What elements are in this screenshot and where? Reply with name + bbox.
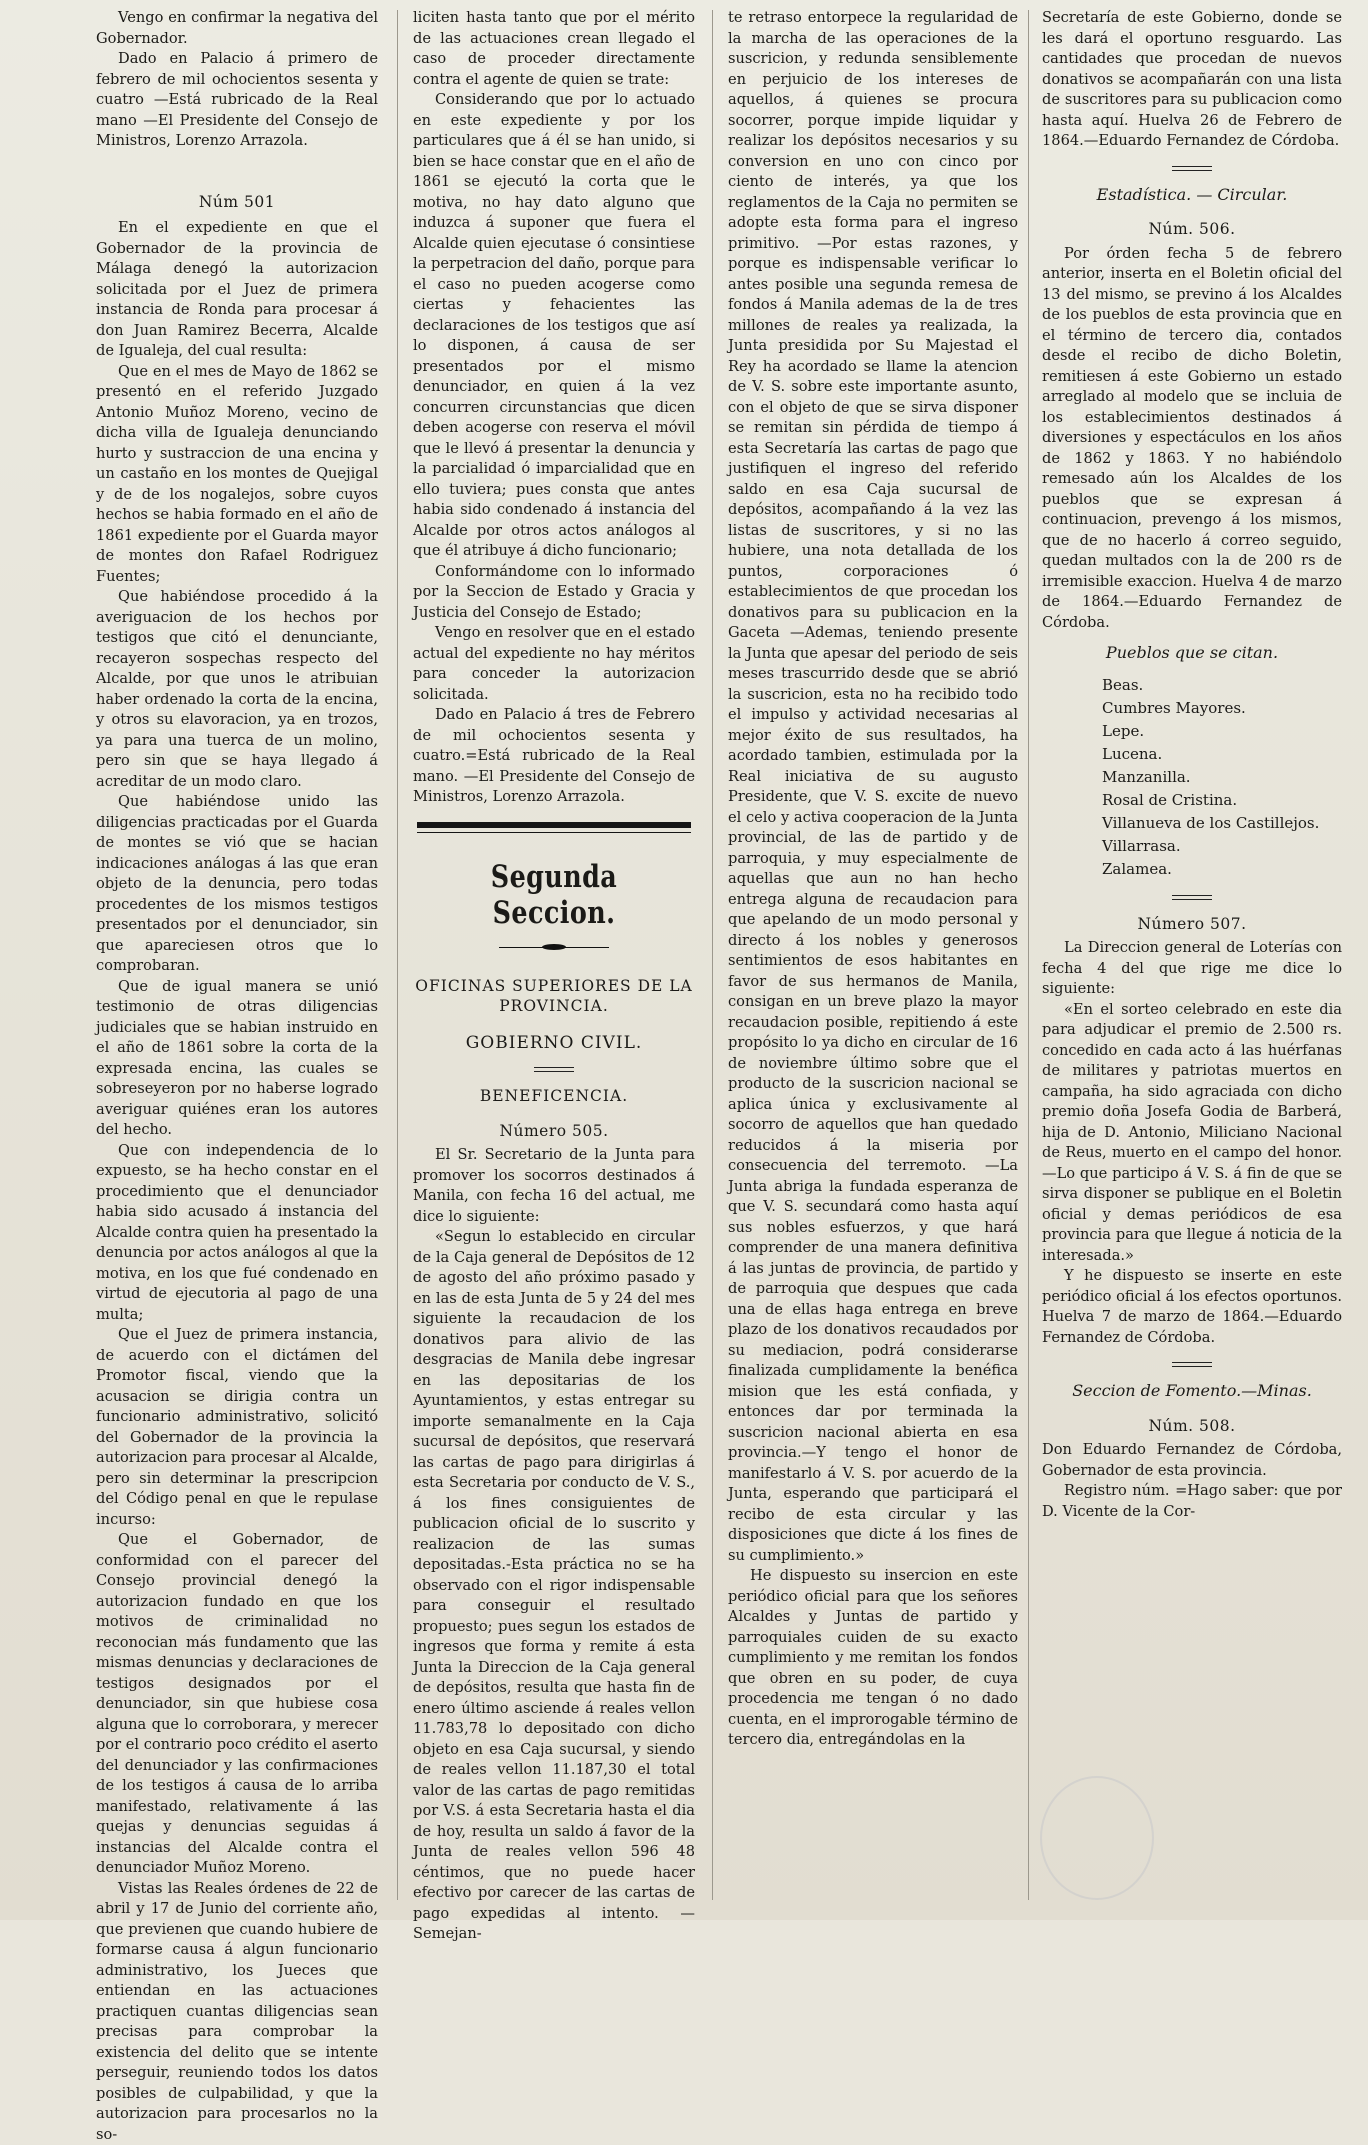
ornament-divider [499,947,609,952]
column-4 [1042,8,1342,1900]
places-list [1042,674,1342,881]
text-paragraph: Don Eduardo Fernandez de Córdoba, Gobernador de esta provincia. [1042,1440,1342,1481]
text-paragraph: liciten hasta tanto que por el mérito de las actuaciones crean llegado el caso de proceder directamente contra el agente de quien se trate: [413,8,695,90]
text-paragraph: Por órden fecha 5 de febrero anterior, inserta en el Boletin oficial del 13 del mismo, se previno á los Alcaldes de los pueblos de esta provincia que en el término de tercero dia, contados desde el recibo de dicho Boletin, remitiesen á este Gobierno un estado arreglado al modelo que se incluia de los establecimientos destinados á diversiones y espectáculos en los años de 1862 y 1863. Y no habiéndolo remesado aún los Alcaldes de los pueblos que se expresan á continuacion, prevengo á los mismos, que de no hacerlo á correo seguido, quedan multados con la de 200 rs de irremisible exaccion. Huelva 4 de marzo de 1864.—Eduardo Fernandez de Córdoba. [1042,244,1342,634]
list-item: Villanueva de los Castillejos. [1102,812,1342,835]
text-paragraph: Secretaría de este Gobierno, donde se les dará el oportuno resguardo. Las cantidades que procedan de nuevos donativos se acompañarán con una lista de suscritores para su publicacion como hasta aquí. Huelva 26 de Febrero de 1864.—Eduardo Fernandez de Córdoba. [1042,8,1342,152]
text-paragraph: Que de igual manera se unió testimonio de otras diligencias judiciales que se habian instruido en el año de 1861 sobre la corta de la expresada encina, las cuales se sobreseyeron por no haberse logrado averiguar quiénes eran los autores del hecho. [96,977,378,1141]
heading-gobierno: GOBIERNO CIVIL. [413,1033,695,1054]
text-paragraph: Registro núm. =Hago saber: que por D. Vicente de la Cor- [1042,1481,1342,1522]
list-item: Villarrasa. [1102,835,1342,858]
decree-number: Número 507. [1042,914,1342,935]
decree-number: Núm. 508. [1042,1416,1342,1437]
text-paragraph: La Direccion general de Loterías con fecha 4 del que rige me dice lo siguiente: [1042,938,1342,1000]
decree-number: Núm 501 [96,192,378,213]
text-paragraph: Que en el mes de Mayo de 1862 se presentó en el referido Juzgado Antonio Muñoz Moreno, vecino de dicha villa de Igualeja denunciando hurto y sustraccion de una encina y un castaño en los montes de Quejigal y de de los nogalejos, sobre cuyos hechos se habia formado en el año de 1861 expediente por el Guarda mayor de montes don Rafael Rodriguez Fuentes; [96,362,378,588]
section-title: Segunda Seccion. [438,859,669,931]
short-divider [1172,166,1212,171]
heading-pueblos: Pueblos que se citan. [1042,643,1342,664]
text-paragraph: Que habiéndose unido las diligencias practicadas por el Guarda de montes se vió que se hacian indicaciones análogas á las que eran objeto de la denuncia, pero todas procedentes de los mismos testigos presentados por el denunciador, sin que apareciesen otros que lo comprobaran. [96,792,378,977]
text-paragraph: He dispuesto su insercion en este periódico oficial para que los señores Alcaldes y Juntas de partido y parroquiales cuiden de su exacto cumplimiento y me remitan los fondos que obren en su poder, de cuya procedencia me tengan ó no dado cuenta, en el improrogable término de tercero dia, entregándolas en la [728,1566,1018,1751]
text-paragraph: Conformándome con lo informado por la Seccion de Estado y Gracia y Justicia del Consejo de Estado; [413,562,695,624]
text-paragraph: Vengo en confirmar la negativa del Gobernador. [96,8,378,49]
column-divider [397,10,398,1900]
text-paragraph: Y he dispuesto se inserte en este periódico oficial á los efectos oportunos. Huelva 7 de marzo de 1864.—Eduardo Fernandez de Córdoba. [1042,1266,1342,1348]
text-paragraph: Que con independencia de lo expuesto, se ha hecho constar en el procedimiento que el denunciador habia sido acusado á instancia del Alcalde contra quien ha presentado la denuncia por actos análogos al que la motiva, en los que fué condenado en virtud de ejecutoria al pago de una multa; [96,1141,378,1326]
text-paragraph: te retraso entorpece la regularidad de la marcha de las operaciones de la suscricion, y redunda sensiblemente en perjuicio de los intereses de aquellos, á quienes se procura socorrer, porque impide liquidar y realizar los depósitos necesarios y su conversion en uno con cinco por ciento de interés, ya que los reglamentos de la Caja no permiten se adopte esta forma para el ingreso primitivo. —Por estas razones, y porque es indispensable verificar lo antes posible una segunda remesa de fondos á Manila ademas de la de tres millones de reales ya realizada, la Junta presidida por Su Majestad el Rey ha acordado se llame la atencion de V. S. sobre este importante asunto, con el objeto de que se sirva disponer se remitan sin pérdida de tiempo á esta Secretaría las cartas de pago que justifiquen el ingreso del referido saldo en esa Caja sucursal de depósitos, acompañando á la vez las listas de suscritores, y si no las hubiere, una nota detallada de los puntos, corporaciones ó establecimientos de que procedan los donativos para su publicacion en la Gaceta —Ademas, teniendo presente la Junta que apesar del periodo de seis meses trascurrido desde que se abrió la suscricion, esta no ha recibido todo el impulso y actividad necesarias al mejor éxito de sus resultados, ha acordado tambien, estimulada por la Real iniciativa de su augusto Presidente, que V. S. excite de nuevo el celo y activa cooperacion de la Junta provincial, de las de partido y de parroquia, y muy especialmente de aquellas que aun no han hecho entrega alguna de recaudacion para que apelando de un modo personal y directo á los nobles y generosos sentimientos de esos habitantes en favor de sus hermanos de Manila, consigan en un breve plazo la mayor recaudacion posible, repitiendo á este propósito lo ya dicho en circular de 16 de noviembre último sobre que el producto de la suscricion nacional se aplica única y exclusivamente al socorro de aquellos que han quedado reducidos á la miseria por consecuencia del terremoto. —La Junta abriga la fundada esperanza de que V. S. secundará como hasta aquí sus nobles esfuerzos, y que hará comprender de una manera definitiva á las juntas de provincia, de partido y de parroquia que despues que cada una de ellas haga entrega en breve plazo de los donativos recaudados por su mediacion, podrá considerarse finalizada cumplidamente la benéfica mision que les está confiada, y entonces dar por terminada la suscricion nacional abierta en esa provincia.—Y tengo el honor de manifestarlo á V. S. por acuerdo de la Junta, esperando que participará el recibo de esta circular y las disposiciones que dicte á los fines de su cumplimiento.» [728,8,1018,1566]
text-paragraph: En el expediente en que el Gobernador de la provincia de Málaga denegó la autorizacion solicitada por el Juez de primera instancia de Ronda para procesar á don Juan Ramirez Becerra, Alcalde de Igualeja, del cual resulta: [96,218,378,362]
column-divider [712,10,713,1900]
text-paragraph: Que habiéndose procedido á la averiguacion de los hechos por testigos que citó el denunciante, recayeron sospechas respecto del Alcalde, por que unos le atribuian haber ordenado la corta de la encina, y otros su elavoracion, ya en trozos, ya para una tuerca de un molino, pero sin que se haya llegado á acreditar de un modo claro. [96,587,378,792]
section-rule-thin [417,832,691,833]
list-item: Lepe. [1102,720,1342,743]
text-paragraph: Considerando que por lo actuado en este expediente y por los particulares que á él se han unido, si bien se hace constar que en el año de 1861 se ejecutó la corta que le motiva, no hay dato alguno que induzca á suponer que fuera el Alcalde quien ejecutase ó consintiese la perpetracion del daño, porque para el caso no pueden acogerse como ciertas y fehacientes las declaraciones de los testigos que así lo disponen, á causa de ser presentados por el mismo denunciador, en quien á la vez concurren circunstancias que dicen deben acogerse con reserva el móvil que le llevó á presentar la denuncia y la parcialidad ó imparcialidad que en ello tuviera; pues consta que antes habia sido condenado á instancia del Alcalde por otros actos análogos al que él atribuye á dicho funcionario; [413,90,695,562]
text-paragraph: «Segun lo establecido en circular de la Caja general de Depósitos de 12 de agosto del año próximo pasado y en las de esta Junta de 5 y 24 del mes siguiente la recaudacion de los donativos para alivio de las desgracias de Manila debe ingresar en las depositarias de los Ayuntamientos, y estas entregar su importe semanalmente en la Caja sucursal de depósitos, que reservará las cartas de pago para dirigirlas á esta Secretaria por conducto de V. S., á los fines consiguientes de publicacion oficial de lo suscrito y realizacion de las sumas depositadas.-Esta práctica no se ha observado con el rigor indispensable para conseguir el resultado propuesto; pues segun los estados de ingresos que forma y remite á esta Junta la Direccion de la Caja general de depósitos, resulta que hasta fin de enero último asciende á reales vellon 11.783,78 lo depositado con dicho objeto en esa Caja sucursal, y siendo de reales vellon 11.187,30 el total valor de las cartas de pago remitidas por V.S. á esta Secretaria hasta el dia de hoy, resulta un saldo á favor de la Junta de reales vellon 596 48 céntimos, que no puede hacer efectivo por carecer de las cartas de pago expedidas al intento. —Semejan- [413,1227,695,1945]
text-paragraph: Vistas las Reales órdenes de 22 de abril y 17 de Junio del corriente año, que previenen que cuando hubiere de formarse causa á algun funcionario administrativo, los Jueces que entiendan en las actuaciones practiquen cuantas diligencias sean precisas para comprobar la existencia del delito que se intente perseguir, reuniendo todos los datos posibles de culpabilidad, y que la autorizacion para procesarlos no la so- [96,1879,378,2145]
short-divider [1172,1362,1212,1367]
text-paragraph: Dado en Palacio á tres de Febrero de mil ochocientos sesenta y cuatro.=Está rubricado de la Real mano. —El Presidente del Consejo de Ministros, Lorenzo Arrazola. [413,705,695,808]
heading-fomento: Seccion de Fomento.—Minas. [1042,1381,1342,1402]
list-item: Rosal de Cristina. [1102,789,1342,812]
text-paragraph: Que el Gobernador, de conformidad con el parecer del Consejo provincial denegó la autorizacion fundado en que los motivos de criminalidad no reconocian más fundamento que las mismas denuncias y declaraciones de testigos designados por el denunciador, sin que hubiese cosa alguna que lo corroborara, y merecer por el contrario poco crédito el aserto del denunciador y las confirmaciones de los testigos á causa de lo arriba manifestado, relativamente á las quejas y denuncias seguidas á instancias del Alcalde contra el denunciador Muñoz Moreno. [96,1530,378,1879]
text-paragraph: El Sr. Secretario de la Junta para promover los socorros destinados á Manila, con fecha 16 del actual, me dice lo siguiente: [413,1145,695,1227]
heading-estadistica: Estadística. — Circular. [1042,185,1342,206]
list-item: Zalamea. [1102,858,1342,881]
decree-number: Número 505. [413,1121,695,1142]
heading-beneficencia: BENEFICENCIA. [413,1086,695,1107]
column-divider [1028,10,1029,1900]
column-2 [413,8,695,1900]
text-paragraph: Que el Juez de primera instancia, de acuerdo con el dictámen del Promotor fiscal, viendo que la acusacion se dirigia contra un funcionario administrativo, solicitó del Gobernador de la provincia la autorizacion para procesar al Alcalde, pero sin determinar la prescripcion del Código penal en que le repulase incurso: [96,1325,378,1530]
section-rule-thick [417,822,691,828]
list-item: Manzanilla. [1102,766,1342,789]
text-paragraph: «En el sorteo celebrado en este dia para adjudicar el premio de 2.500 rs. concedido en cada acto á las huérfanas de militares y patriotas muertos en campaña, ha sido agraciada con dicho premio doña Josefa Godia de Barberá, hija de D. Antonio, Miliciano Nacional de Reus, muerto en el campo del honor. —Lo que participo á V. S. á fin de que se sirva disponer se publique en el Boletin oficial y demas periódicos de esa provincia para que llegue á noticia de la interesada.» [1042,1000,1342,1267]
list-item: Beas. [1102,674,1342,697]
list-item: Lucena. [1102,743,1342,766]
decree-number: Núm. 506. [1042,219,1342,240]
text-paragraph: Dado en Palacio á primero de febrero de mil ochocientos sesenta y cuatro —Está rubricado de la Real mano —El Presidente del Consejo de Ministros, Lorenzo Arrazola. [96,49,378,152]
column-3 [728,8,1018,1900]
column-1 [96,8,378,1900]
library-stamp [1040,1776,1154,1900]
short-divider [534,1067,574,1072]
text-paragraph: Vengo en resolver que en el estado actual del expediente no hay méritos para conceder la autorizacion solicitada. [413,623,695,705]
heading-oficinas: OFICINAS SUPERIORES DE LA PROVINCIA. [413,976,695,1017]
short-divider [1172,895,1212,900]
list-item: Cumbres Mayores. [1102,697,1342,720]
